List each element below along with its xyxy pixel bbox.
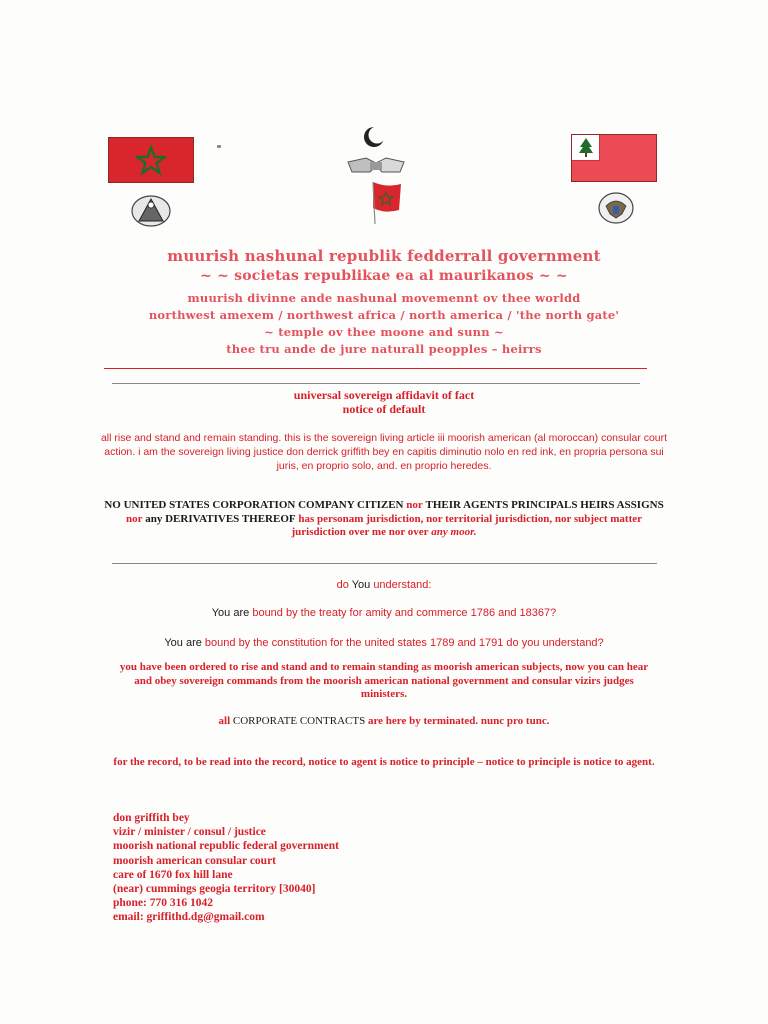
header-peoples: thee tru ande de jure naturall peopples – heirrs [226, 342, 542, 356]
header-title: muurish nashunal republik fedderrall government [167, 247, 601, 265]
signature-government: moorish national republic federal government [113, 840, 339, 853]
header-region: northwest amexem / northwest africa / north america / 'the north gate' [148, 308, 620, 322]
header-temple: ~ temple ov thee moone and sunn ~ [264, 325, 504, 339]
notice-bold-1: NO UNITED STATES CORPORATION COMPANY CITIZEN [104, 499, 404, 511]
amity-you-are: You are [211, 607, 250, 619]
amity-rest: bound by the treaty for amity and commerce 1786 and 18367? [252, 607, 557, 619]
constitution-question [0, 636, 768, 650]
notice-bold-2: THEIR AGENTS PRINCIPALS HEIRS ASSIGNS [425, 499, 664, 511]
record-paragraph: for the record, to be read into the record, notice to agent is notice to principle – notice to principle is notice to agent. [113, 756, 655, 768]
amity-question [0, 606, 768, 620]
notice-bold-3: any DERIVATIVES THEREOF [145, 512, 296, 525]
understand-you: You [351, 579, 371, 591]
signature-court: moorish american consular court [113, 854, 277, 867]
morocco-flag-icon [108, 137, 194, 183]
notice-rest: has personam jurisdiction, nor territorial jurisdiction, nor subject matter jurisdiction over me nor over [291, 512, 642, 538]
understand-line [0, 578, 768, 592]
divider-grey-2 [112, 563, 657, 564]
dot-mark [217, 145, 221, 148]
waving-flag-icon [367, 180, 405, 226]
corp-all: all [218, 715, 231, 727]
rise-paragraph: all rise and stand and remain standing. this is the sovereign living article iii moorish american (al moroccan) consular court action. i am the sovereign living justice don derrick griffith bey en capitis diminutio nolo en red ink, en propria persona sui juris, en proprio solo, and. en proprio heredes. [100, 432, 668, 472]
constitution-rest: bound by the constitution for the united states 1789 and 1791 do you understand? [204, 637, 604, 649]
pyramid-seal-icon [131, 195, 171, 227]
ordered-paragraph: you have been ordered to rise and stand and to remain standing as moorish american subjects, now you can hear and obey sovereign commands from the moorish american national government and consular vizirs judges ministers. [119, 661, 649, 700]
signature-block [113, 811, 339, 925]
divider-grey [112, 383, 640, 384]
understand-rest: understand: [373, 579, 432, 591]
eagle-seal-icon [598, 192, 634, 224]
notice-nor-1: nor [406, 499, 423, 511]
default-notice-title: notice of default [342, 402, 426, 416]
corp-contracts: CORPORATE CONTRACTS [232, 715, 366, 727]
signature-address: care of 1670 fox hill lane [113, 868, 233, 881]
notice-nor-2: nor [125, 512, 143, 525]
crescent-moon-icon [362, 125, 386, 149]
signature-name: don griffith bey [113, 812, 190, 824]
affidavit-title: universal sovereign affidavit of fact [293, 388, 475, 402]
clasped-hands-icon [344, 152, 408, 178]
signature-phone: phone: 770 316 1042 [113, 897, 213, 910]
constitution-you-are: You are [164, 637, 202, 649]
understand-do: do [336, 579, 349, 591]
corporate-contracts-line [0, 714, 768, 728]
signature-email: email: griffithd.dg@gmail.com [113, 911, 265, 924]
jurisdiction-notice [100, 499, 668, 540]
signature-location: (near) cummings geogia territory [30040] [113, 883, 316, 896]
header-movement: muurish divinne ande nashunal movemennt ov thee worldd [187, 291, 581, 305]
corp-rest: are here by terminated. nunc pro tunc. [367, 715, 550, 727]
new-england-flag-icon [571, 134, 657, 182]
header-latin-subtitle: ~ ~ societas republikae ea al maurikanos ~ ~ [200, 268, 568, 284]
notice-end: any moor. [431, 526, 477, 538]
divider-red [104, 368, 647, 369]
signature-titles: vizir / minister / consul / justice [113, 826, 266, 839]
